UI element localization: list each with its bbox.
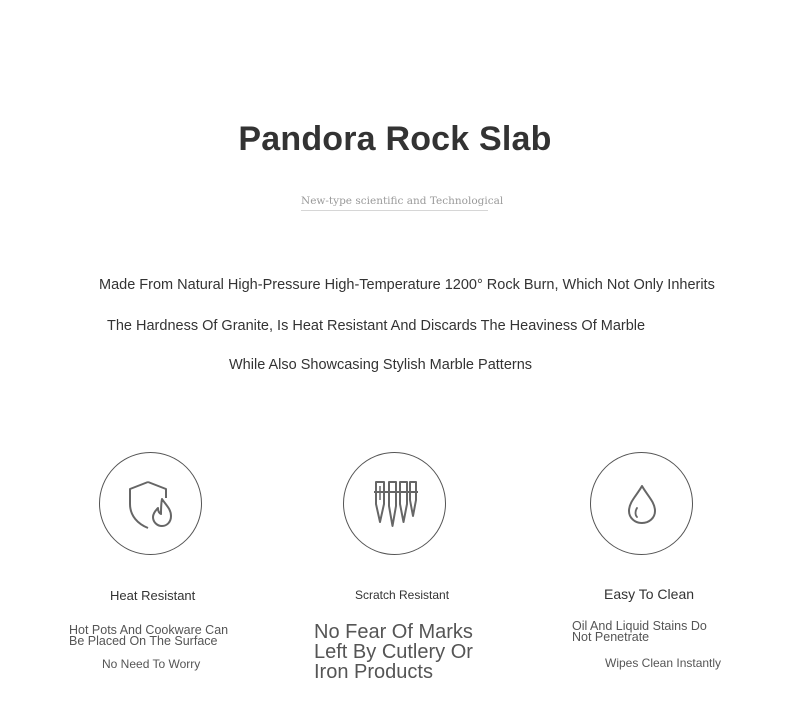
feature-extra-heat-resistant: No Need To Worry [102,657,201,671]
feature-text-line: Hot Pots And Cookware Can [69,623,229,637]
feature-title-heat-resistant: Heat Resistant [110,588,196,603]
feature-title-scratch-resistant: Scratch Resistant [355,588,450,602]
feature-text-line: Iron Products [314,661,433,683]
description-line: The Hardness Of Granite, Is Heat Resistant And Discards The Heaviness Of Marble [107,318,646,334]
feature-title-easy-to-clean: Easy To Clean [604,586,695,602]
water-drop-icon [622,482,662,526]
feature-text-heat-resistant [69,625,228,647]
feature-text-line: No Fear Of Marks [314,621,473,643]
feature-text-easy-to-clean [572,621,707,643]
heat-resistant-badge [99,452,202,555]
shield-flame-icon [125,478,177,530]
feature-text-scratch-resistant [314,622,473,682]
feature-text-line: Not Penetrate [572,630,650,644]
description-line: While Also Showcasing Stylish Marble Patterns [229,357,533,373]
page-subtitle: New-type scientific and Technological [301,195,488,211]
easy-to-clean-badge [590,452,693,555]
description-line: Made From Natural High-Pressure High-Temperature 1200° Rock Burn, Which Not Only Inherits [99,277,715,293]
feature-extra-easy-to-clean: Wipes Clean Instantly [605,656,722,670]
feature-text-line: Left By Cutlery Or [314,641,473,663]
page-title: Pandora Rock Slab [238,120,552,158]
scratch-resistant-badge [343,452,446,555]
feature-text-line: Oil And Liquid Stains Do [572,619,707,633]
feature-text-line: Be Placed On The Surface [69,634,218,648]
knives-icon [369,478,421,530]
